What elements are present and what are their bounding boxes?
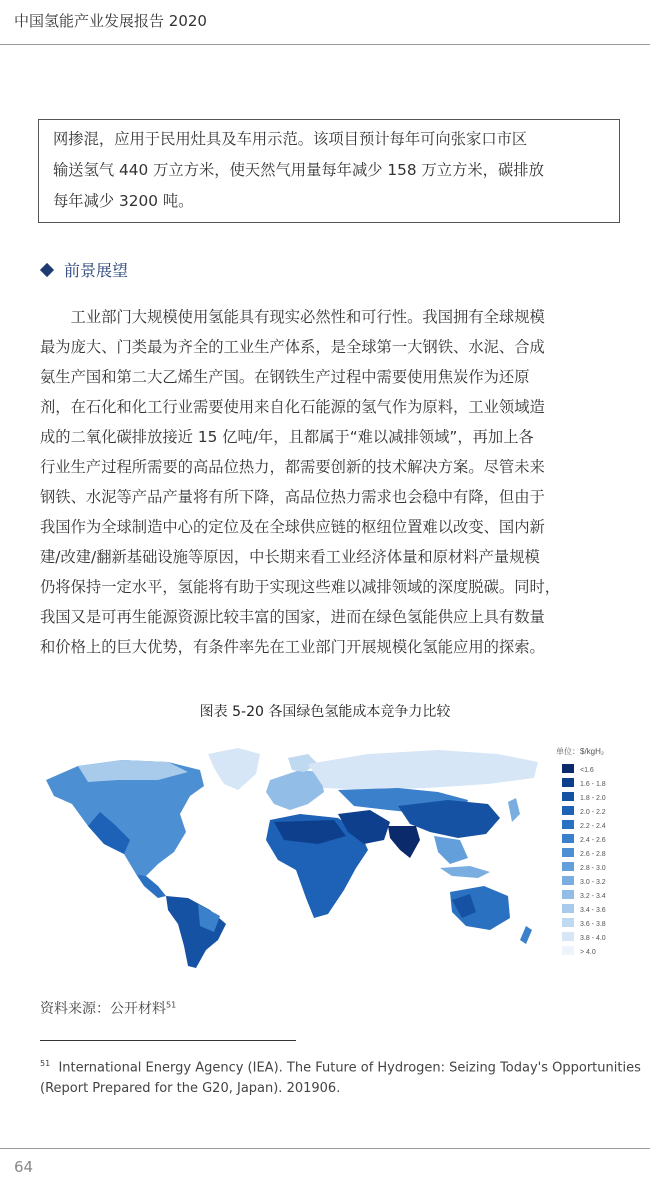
paragraph-line: 行业生产过程所需要的高品位热力，都需要创新的技术解决方案。尽管未来 — [40, 458, 545, 476]
paragraph-line: 剂，在石化和化工行业需要使用来自化石能源的氢气作为原料，工业领域造 — [40, 398, 545, 416]
legend-label: 2.0 - 2.2 — [580, 809, 606, 816]
world-map-landmasses — [46, 748, 538, 968]
legend-label: 3.2 - 3.4 — [580, 893, 606, 900]
paragraph-line: 我国作为全球制造中心的定位及在全球供应链的枢纽位置难以改变、国内新 — [40, 518, 545, 536]
paragraph-line: 我国又是可再生能源资源比较丰富的国家，进而在绿色氢能供应上具有数量 — [40, 608, 545, 626]
footnote-divider — [40, 1040, 296, 1041]
figure-source — [40, 998, 176, 1018]
body-paragraph — [40, 302, 630, 662]
legend-items — [562, 764, 606, 956]
source-label: 资料来源：公开材料 — [40, 1001, 166, 1017]
footnote-line: (Report Prepared for the G20, Japan). 201906. — [40, 1081, 341, 1097]
legend-label: 2.4 - 2.6 — [580, 837, 606, 844]
legend-swatch — [562, 806, 574, 815]
landmass-greenland — [208, 748, 260, 790]
landmass-southeast-asia — [434, 836, 468, 864]
world-cost-map — [38, 740, 628, 970]
legend-label: 1.6 - 1.8 — [580, 781, 606, 788]
legend-label: > 4.0 — [580, 949, 596, 956]
landmass-russia — [308, 750, 538, 790]
legend-label: 3.4 - 3.6 — [580, 907, 606, 914]
box-line: 网掺混，应用于民用灶具及车用示范。该项目预计每年可向张家口市区 — [53, 130, 528, 148]
legend-swatch — [562, 834, 574, 843]
paragraph-line: 成的二氧化碳排放接近 15 亿吨/年，且都属于“难以减排领域”，再加上各 — [40, 428, 534, 446]
legend-swatch — [562, 792, 574, 801]
section-heading — [42, 258, 128, 281]
legend-label: <1.6 — [580, 767, 594, 774]
paragraph-line: 钢铁、水泥等产品产量将有所下降，高品位热力需求也会稳中有降，但由于 — [40, 488, 545, 506]
footnote-line: International Energy Agency (IEA). The Future of Hydrogen: Seizing Today's Opportunities — [58, 1060, 641, 1076]
paragraph-line: 和价格上的巨大优势，有条件率先在工业部门开展规模化氢能应用的探索。 — [40, 638, 545, 656]
legend-swatch — [562, 918, 574, 927]
map-legend — [556, 746, 606, 956]
box-line: 输送氢气 440 万立方米，使天然气用量每年减少 158 万立方米，碳排放 — [53, 161, 544, 179]
diamond-bullet-icon — [40, 263, 54, 277]
legend-label: 3.6 - 3.8 — [580, 921, 606, 928]
legend-swatch — [562, 848, 574, 857]
footnote-number: 51 — [40, 1059, 51, 1068]
header-divider — [0, 44, 650, 45]
legend-swatch — [562, 862, 574, 871]
landmass-japan — [508, 798, 520, 822]
legend-swatch — [562, 904, 574, 913]
box-line: 每年减少 3200 吨。 — [53, 192, 194, 210]
section-title: 前景展望 — [64, 261, 129, 280]
legend-swatch — [562, 820, 574, 829]
legend-swatch — [562, 764, 574, 773]
legend-swatch — [562, 778, 574, 787]
legend-swatch — [562, 876, 574, 885]
landmass-central-america — [136, 874, 166, 898]
page-number: 64 — [14, 1158, 34, 1176]
landmass-south-america — [166, 896, 226, 968]
paragraph-line: 工业部门大规模使用氢能具有现实必然性和可行性。我国拥有全球规模 — [40, 308, 545, 326]
legend-label: 3.0 - 3.2 — [580, 879, 606, 886]
legend-label: 2.8 - 3.0 — [580, 865, 606, 872]
legend-label: 1.8 - 2.0 — [580, 795, 606, 802]
legend-label: 3.8 - 4.0 — [580, 935, 606, 942]
case-box — [38, 119, 620, 223]
landmass-india — [388, 826, 420, 858]
footer-divider — [0, 1148, 650, 1149]
legend-label: 2.6 - 2.8 — [580, 851, 606, 858]
legend-swatch — [562, 932, 574, 941]
legend-title: 单位：$/kgH₂ — [556, 747, 605, 756]
figure-caption: 图表 5-20 各国绿色氢能成本竞争力比较 — [199, 704, 451, 720]
paragraph-line: 仍将保持一定水平，氢能将有助于实现这些难以减排领域的深度脱碳。同时， — [40, 578, 561, 596]
footnote — [40, 1053, 640, 1099]
running-header: 中国氢能产业发展报告 2020 — [14, 12, 207, 30]
landmass-new-zealand — [520, 926, 532, 944]
legend-swatch — [562, 946, 574, 955]
legend-label: 2.2 - 2.4 — [580, 823, 606, 830]
paragraph-line: 氨生产国和第二大乙烯生产国。在钢铁生产过程中需要使用焦炭作为还原 — [40, 368, 530, 386]
source-footnote-ref: 51 — [166, 1000, 177, 1010]
landmass-europe — [266, 770, 324, 810]
paragraph-line: 建/改建/翻新基础设施等原因，中长期来看工业经济体量和原材料产量规模 — [40, 548, 540, 566]
paragraph-line: 最为庞大、门类最为齐全的工业生产体系，是全球第一大钢铁、水泥、合成 — [40, 338, 545, 356]
landmass-indonesia — [440, 866, 490, 878]
legend-swatch — [562, 890, 574, 899]
